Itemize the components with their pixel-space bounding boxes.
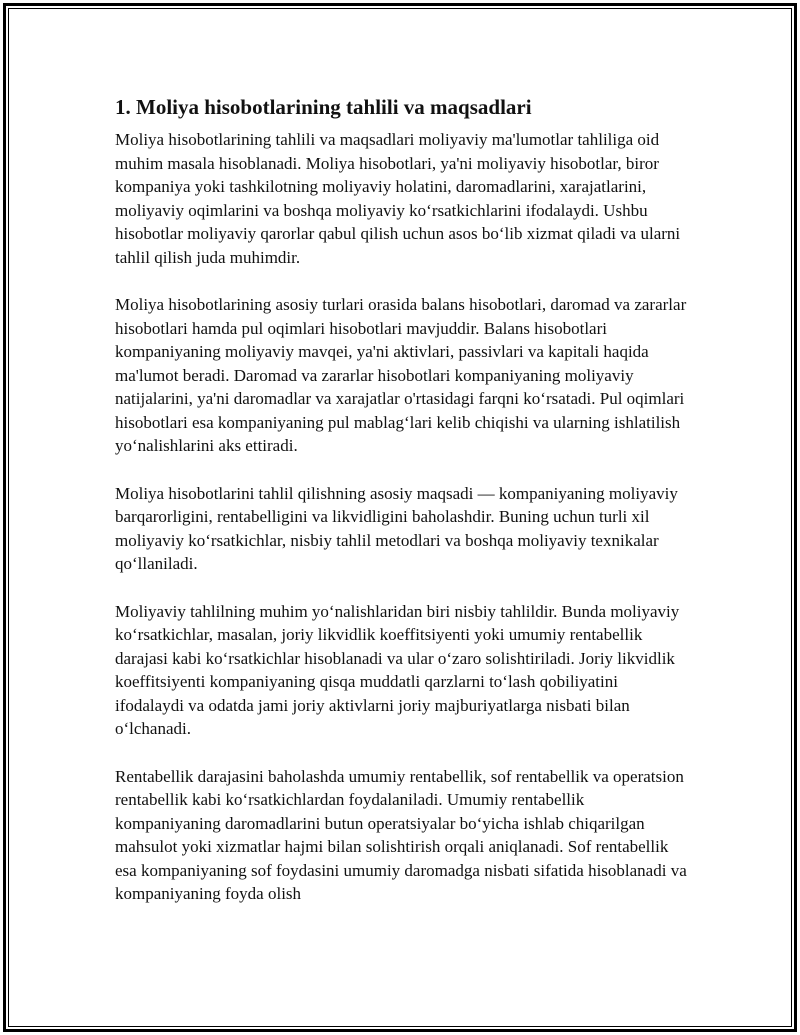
paragraph-4: Moliyaviy tahlilning muhim yoʻnalishlaridan biri nisbiy tahlildir. Bunda moliyaviy koʻrsatkichlar, masalan, joriy likvidlik koeffitsiyenti yoki umumiy rentabellik darajasi kabi koʻrsatkichlar hisoblanadi va ular oʻzaro solishtiriladi. Joriy likvidlik koeffitsiyenti kompaniyaning qisqa muddatli qarzlarni toʻlash qobiliyatini ifodalaydi va odatda jami joriy aktivlarni joriy majburiyatlarga nisbati bilan oʻlchanadi. — [115, 601, 680, 738]
paragraph-1: Moliya hisobotlarining tahlili va maqsadlari moliyaviy ma'lumotlar tahliliga oid muhim masala hisoblanadi. Moliya hisobotlari, ya'ni moliyaviy hisobotlar, biror kompaniya yoki tashkilotning moliyaviy holatini, daromadlarini, xarajatlarini, moliyaviy oqimlarini va boshqa moliyaviy koʻrsatkichlarini ifodalaydi. Ushbu hisobotlar moliyaviy qarorlar qabul qilish uchun asos boʻlib xizmat qiladi va ularni tahlil qilish juda muhimdir. — [115, 130, 681, 267]
paragraph-5: Rentabellik darajasini baholashda umumiy rentabellik, sof rentabellik va operatsion rentabellik kabi koʻrsatkichlardan foydalaniladi. Umumiy rentabellik kompaniyaning daromadlarini butun operatsiyalar boʻyicha ishlab chiqarilgan mahsulot yoki xizmatlar hajmi bilan solishtirish orqali aniqlanadi. Sof rentabellik esa kompaniyaning sof foydasini umumiy daromadga nisbati sifatida hisoblanadi va kompaniyaning foyda olish — [115, 766, 687, 903]
document-body — [115, 94, 689, 930]
paragraph-3: Moliya hisobotlarini tahlil qilishning asosiy maqsadi — kompaniyaning moliyaviy barqarorligini, rentabelligini va likvidligini baholashdir. Buning uchun turli xil moliyaviy koʻrsatkichlar, nisbiy tahlil metodlari va boshqa moliyaviy texnikalar qoʻllaniladi. — [115, 483, 678, 573]
paragraph-2: Moliya hisobotlarining asosiy turlari orasida balans hisobotlari, daromad va zararlar hisobotlari hamda pul oqimlari hisobotlari mavjuddir. Balans hisobotlari kompaniyaning moliyaviy mavqei, ya'ni aktivlari, passivlari va kapitali haqida ma'lumot beradi. Daromad va zararlar hisobotlari kompaniyaning moliyaviy natijalarini, ya'ni daromadlar va xarajatlar o'rtasidagi farqni koʻrsatadi. Pul oqimlari hisobotlari esa kompaniyaning pul mablagʻlari kelib chiqishi va ularning ishlatilish yoʻnalishlarini aks ettiradi. — [115, 295, 687, 455]
section-title: 1. Moliya hisobotlarining tahlili va maqsadlari — [115, 95, 532, 119]
